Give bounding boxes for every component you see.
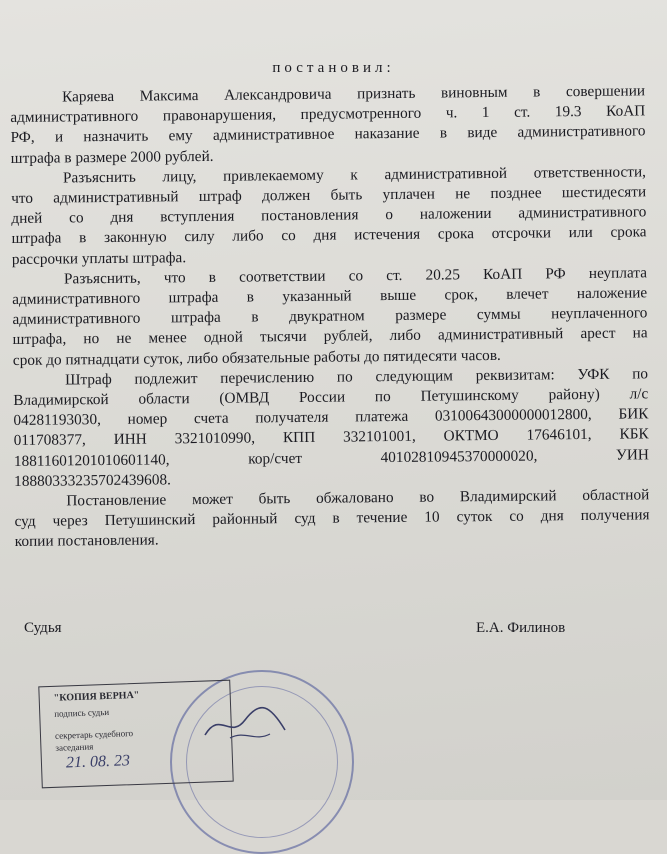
- text-line: Разъяснить, что в соответствии со ст. 20.25 КоАП РФ неуплата: [63, 264, 648, 288]
- stamp-secretary-label: секретарь судебного: [54, 728, 134, 741]
- text-line: суд через Петушинский районный суд в течение 10 суток со дня получения: [14, 506, 650, 531]
- decision-heading: постановил:: [272, 60, 395, 76]
- text-line: административного штрафа в указанный выше срок, влечет наложение: [12, 284, 648, 309]
- text-line: 18811601201010601140, кор/счет 40102810945370000020, УИН: [13, 445, 649, 470]
- text-line: 04281193030, номер счета получателя платежа 03100643000000012800, БИК: [13, 405, 649, 430]
- stamp-title: "КОПИЯ ВЕРНА": [53, 689, 140, 704]
- text-line: Владимирской области (ОМВД России по Петушинскому району) л/с: [13, 385, 649, 410]
- text-line: Штраф подлежит перечислению по следующим реквизитам: УФК по: [64, 365, 649, 389]
- text-line: срок до пятнадцати суток, либо обязательные работы до пятидесяти часов.: [12, 346, 501, 369]
- text-line: 18880333235702439608.: [14, 471, 171, 490]
- paragraph-bank-details: [13, 364, 649, 492]
- text-line: административного штрафа в двукратном размере суммы неуплаченного: [12, 304, 648, 329]
- text-line: Разъяснить лицу, привлекаемому к административной ответственности,: [62, 163, 646, 187]
- text-line: штрафа в размере 2000 рублей.: [10, 147, 214, 167]
- text-line: штрафа, но не менее одной тысячи рублей, либо административный арест на: [12, 324, 648, 349]
- text-line: дней со дня вступления постановления о наложении административного: [11, 203, 647, 228]
- text-line: 011708377, ИНН 3321010990, КПП 332101001, ОКТМО 17646101, КБК: [13, 425, 649, 450]
- stamp-sign-label: подпись судьи: [54, 706, 110, 719]
- text-line: Каряева Максима Александровича признать виновным в совершении: [62, 82, 646, 106]
- paragraph-payment-deadline: [11, 162, 647, 270]
- text-line: административного правонарушения, предусмотренного ч. 1 ст. 19.3 КоАП: [10, 102, 646, 127]
- text-line: копии постановления.: [14, 531, 159, 551]
- text-line: РФ, и назначить ему административное наказание в виде административного: [10, 122, 646, 147]
- judge-role-label: Судья: [24, 620, 62, 636]
- paragraph-appeal: [14, 485, 650, 552]
- text-line: рассрочки уплаты штрафа.: [11, 248, 187, 268]
- text-line: Постановление может быть обжаловано во Владимирский областной: [66, 486, 650, 510]
- stamp-handwritten-date: 21. 08. 23: [65, 752, 131, 772]
- handwritten-signature-icon: [200, 700, 290, 750]
- paragraph-penalty: [10, 81, 646, 168]
- decision-body: [10, 81, 650, 552]
- paragraph-nonpayment-consequences: [12, 263, 648, 371]
- text-line: что административный штраф должен быть уплачен не позднее шестидесяти: [11, 183, 647, 208]
- stamp-session-label: заседания: [55, 741, 94, 753]
- judge-name: Е.А. Филинов: [476, 620, 566, 636]
- text-line: штрафа в законную силу либо со дня истечения срока отсрочки или срока: [11, 223, 647, 248]
